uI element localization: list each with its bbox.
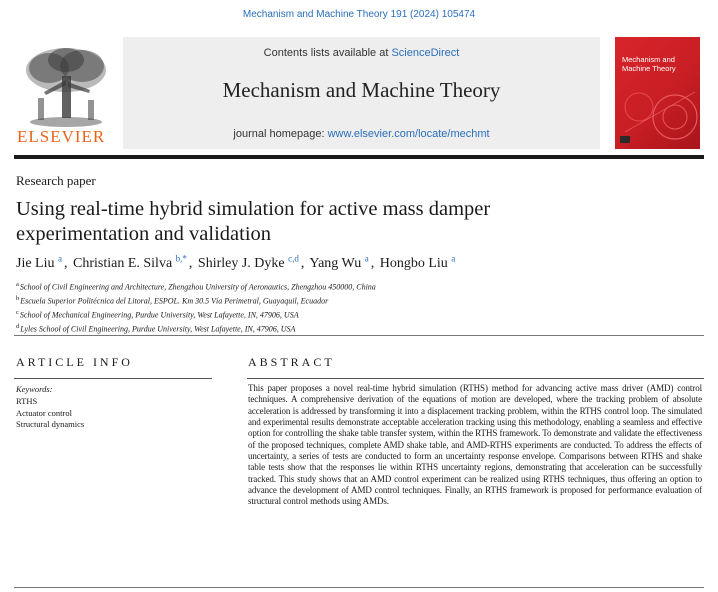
article-title: Using real-time hybrid simulation for active mass damper experimentation and validation bbox=[16, 198, 491, 245]
cover-publisher-logo bbox=[620, 136, 630, 143]
paper-type: Research paper bbox=[16, 173, 96, 188]
keyword: Actuator control bbox=[16, 407, 72, 418]
journal-citation[interactable]: Mechanism and Machine Theory 191 (2024) 105474 bbox=[242, 9, 476, 20]
affiliation-list bbox=[16, 279, 656, 336]
journal-homepage-link[interactable]: www.elsevier.com/locate/mechmt bbox=[327, 128, 490, 140]
affiliation: $^c$School of Mechanical Engineering, Purdue University, West Lafayette, IN, 47906, USA bbox=[16, 309, 299, 320]
abstract-text: This paper proposes a novel real-time hybrid simulation (RTHS) method for advancing active mass driver (AMD) control techniques. A comprehensive derivation of the equations of motion are developed, where the tracking problem of absolute acceleration is addressed by transforming it into a displacement tracking problem, within the RTHS control loop. The simulated and experimental results demonstrate acceptable acceleration tracking using this methodology, enabling a seamless and effective option for controlling the shake table transfer system, within the RTHS framework. To demonstrate and validate the effectiveness of the proposed techniques, complete AMD shake table, and AMD-RTHS experiments are conducted. To address the effects of uncertainty, a series of tests are conducted to form an uncertainty response envelope. Comparisons between RTHS and shake table tests show that the responses lie within RTHS uncertainty regions, demonstrating that acceleration can be successfully tracked. This study shows that an AMD control experiment can be realized using RTHS techniques, thus offering an option to advance the development of AMD control techniques. Finally, an RTHS framework is proposed for performance evaluation of structural control methods using AMDs. bbox=[248, 383, 702, 507]
elsevier-wordmark: ELSEVIER bbox=[17, 127, 106, 146]
sciencedirect-link[interactable]: ScienceDirect bbox=[391, 47, 460, 59]
article-info-rule bbox=[14, 378, 212, 379]
section-divider bbox=[14, 335, 704, 336]
author-affiliation-marker[interactable]: c,d bbox=[288, 253, 299, 263]
author[interactable]: Yang Wu $^a$ bbox=[309, 253, 369, 271]
affiliation: $^d$Lyles School of Civil Engineering, Purdue University, West Lafayette, IN, 47906, USA bbox=[16, 323, 296, 335]
author-affiliation-marker[interactable]: b,* bbox=[175, 253, 187, 263]
author-affiliation-marker[interactable]: a bbox=[58, 253, 62, 263]
homepage-prefix: journal homepage: bbox=[233, 128, 328, 140]
cover-title-line2: Machine Theory bbox=[622, 64, 676, 73]
author[interactable]: Hongbo Liu $^a$ bbox=[379, 253, 456, 271]
keyword: RTHS bbox=[16, 396, 38, 406]
article-info-heading: ARTICLE INFO bbox=[16, 355, 133, 369]
journal-cover-image[interactable] bbox=[615, 37, 700, 149]
bottom-rule bbox=[14, 587, 704, 588]
cover-title bbox=[622, 55, 695, 73]
affiliation: $^b$Escuela Superior Politécnica del Litoral, ESPOL. Km 30.5 Vía Perimetral, Guayaquil, Ecuador bbox=[16, 295, 329, 306]
abstract-rule bbox=[247, 378, 704, 379]
journal-title: Mechanism and Machine Theory bbox=[222, 78, 501, 102]
contents-line bbox=[123, 47, 600, 59]
keywords-list bbox=[16, 396, 84, 431]
keywords-label: Keywords: bbox=[16, 384, 53, 394]
author[interactable]: Shirley J. Dyke $^{c,d}$ bbox=[197, 253, 299, 271]
contents-prefix: Contents lists available at bbox=[263, 47, 392, 59]
author-affiliation-marker[interactable]: a bbox=[364, 253, 369, 263]
homepage-line bbox=[123, 128, 600, 140]
abstract-heading: ABSTRACT bbox=[248, 355, 335, 369]
keyword: Structural dynamics bbox=[16, 419, 85, 429]
header-rule bbox=[14, 155, 704, 159]
author[interactable]: Christian E. Silva $^{b,*}$ bbox=[73, 253, 187, 271]
author-list: Jie Liu $^a$ , Christian E. Silva $^{b,*}$ , Shirley J. Dyke $^{c,d}$ , Yang Wu $^a$ , Hongbo Liu $^a$ bbox=[16, 253, 456, 271]
author-affiliation-marker[interactable]: a bbox=[451, 253, 456, 263]
affiliation: $^a$School of Civil Engineering and Architecture, Zhengzhou University of Aeronautics, Zhengzhou 450000, China bbox=[16, 281, 376, 292]
author[interactable]: Jie Liu $^a$ bbox=[16, 253, 62, 271]
cover-title-line1: Mechanism and bbox=[622, 55, 675, 64]
cover-pattern bbox=[615, 37, 700, 149]
